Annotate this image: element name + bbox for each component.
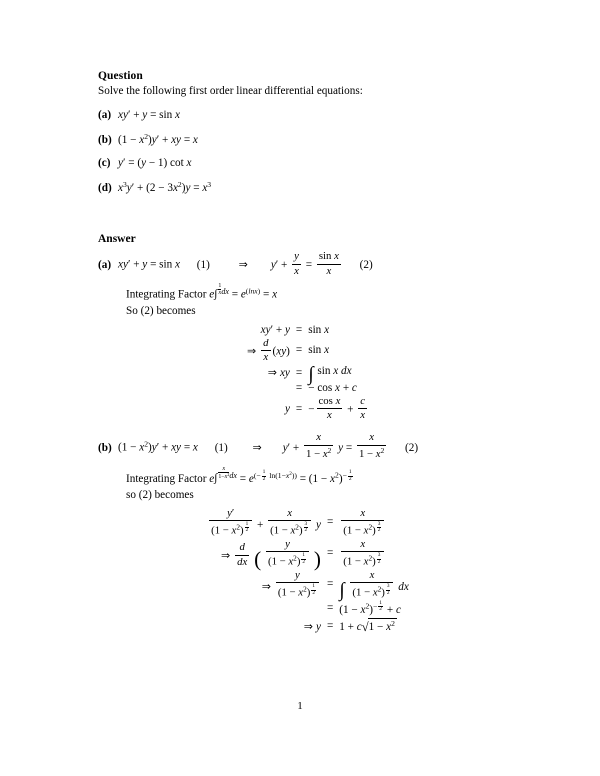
derivation-step: ⇒ xy = ∫ sin x dx <box>267 364 352 386</box>
question-item-d-body: $x^3y' + (2 - 3x^2)y = x^3$ <box>118 180 212 195</box>
answer-part-b-implies: ⇒ <box>252 441 262 454</box>
question-item-a-body: xy′ + y = sin x <box>118 109 180 121</box>
question-item-c-body: y′ = (y − 1) cot x <box>118 157 192 170</box>
answer-part-a-derivation <box>98 323 518 423</box>
question-item-a <box>98 109 518 121</box>
answer-part-b-if-label: Integrating Factor <box>126 472 207 485</box>
answer-part-b-derivation <box>98 507 518 636</box>
answer-part-a-tag1: (1) <box>196 258 210 271</box>
answer-part-b-becomes: so (2) becomes <box>126 488 194 501</box>
answer-part-a-integrating-factor: Integrating Factor $e^{\int \frac{1}{x} dx} = e^{(lnx)} = x$ <box>126 282 278 301</box>
derivation-step: ⇒ y = $1 + c√1 - x^2$ <box>303 618 395 634</box>
answer-part-a <box>98 251 518 422</box>
question-item-d-label: (d) <box>98 182 112 195</box>
answer-part-b-tag1: (1) <box>214 441 228 454</box>
answer-part-b-integrating-factor: Integrating Factor $e^{\int \frac{x}{1-x^2} dx} = e^{(- \frac{1}{2} ln(1-x^2))} = (1 - x^2)^{- \frac{1}{2}}$ <box>126 466 352 485</box>
question-prompt: Solve the following first order linear differential equations: <box>98 85 363 97</box>
answer-part-a-label: (a) <box>98 258 112 271</box>
derivation-step: xy′ + y = sin x <box>260 323 330 336</box>
question-item-b <box>98 132 518 146</box>
answer-part-b-steps <box>204 507 412 636</box>
page-number: 1 <box>297 700 303 712</box>
answer-part-b-tag2: (2) <box>405 441 419 454</box>
answer-part-b-statement: $(1 - x^2)y'$ + xy = x (1) ⇒ y′ + $\frac{x}{1 - x^2}$ y = $\frac{x}{1 - x^2}$ (2) <box>118 431 419 460</box>
derivation-step: y = − $\frac{\text{cos x}}{x}$ + $\frac{c}{x}$ <box>284 394 366 422</box>
derivation-step: = − cos x + c <box>295 381 357 394</box>
question-item-b-body: $(1 - x^2)y'$ + xy = x <box>118 132 198 147</box>
derivation-step: ⇒ $\frac{d}{dx}$ ( y $(1 - x^2)$ $^{\frac{1}{2}}$ ) = x $(1 - x^2)$ $^{\frac{3}{2}}$ <box>204 538 412 569</box>
question-item-b-label: (b) <box>98 134 112 147</box>
answer-part-a-statement: xy′ + y = sin x (1) ⇒ y′ + $\frac{y}{x}$ = $\frac{\text{sin x}}{x}$ (2) <box>118 250 373 277</box>
question-item-d <box>98 180 518 194</box>
question-item-a-label: (a) <box>98 109 112 121</box>
derivation-step: ⇒ y $(1 - x^2)$ $^{\frac{1}{2}}$ = ∫ x $(1 - x^2)$ $^{\frac{3}{2}}$ dx <box>261 568 409 601</box>
answer-part-b-rearranged: y′ + $\frac{x}{1 - x^2}$ y = $\frac{x}{1 - x^2}$ <box>282 431 385 460</box>
answer-part-a-steps <box>244 323 372 423</box>
question-item-c <box>98 157 518 169</box>
question-heading: Question <box>98 70 143 82</box>
answer-part-b-statement-line <box>98 432 518 460</box>
question-item-c-label: (c) <box>98 157 111 170</box>
answer-part-a-becomes: So (2) becomes <box>126 304 196 317</box>
answer-heading: Answer <box>98 233 136 246</box>
derivation-step: ⇒ $\frac{d}{x}$ (xy) = sin x <box>246 336 330 363</box>
answer-part-a-statement-line <box>98 251 518 277</box>
derivation-step: y′ $(1 - x^2)$ $^{\frac{1}{2}}$ + x $(1 - x^2)$ $^{\frac{3}{2}}$ y = x $(1 - x^2)$ $^{\frac{3}{2}}$ <box>204 507 412 538</box>
answer-part-a-if-label: Integrating Factor <box>126 288 207 301</box>
answer-part-b <box>98 432 518 635</box>
derivation-step: = $(1 - x^2)^{- \frac{1}{2}}$ + c <box>326 599 401 616</box>
answer-part-b-label: (b) <box>98 441 112 454</box>
answer-part-a-implies: ⇒ <box>238 258 249 271</box>
answer-part-a-rearranged: y′ + $\frac{y}{x}$ = $\frac{\text{sin x}}{x}$ <box>270 250 339 277</box>
document-content <box>98 70 518 646</box>
answer-part-a-tag2: (2) <box>359 258 373 271</box>
